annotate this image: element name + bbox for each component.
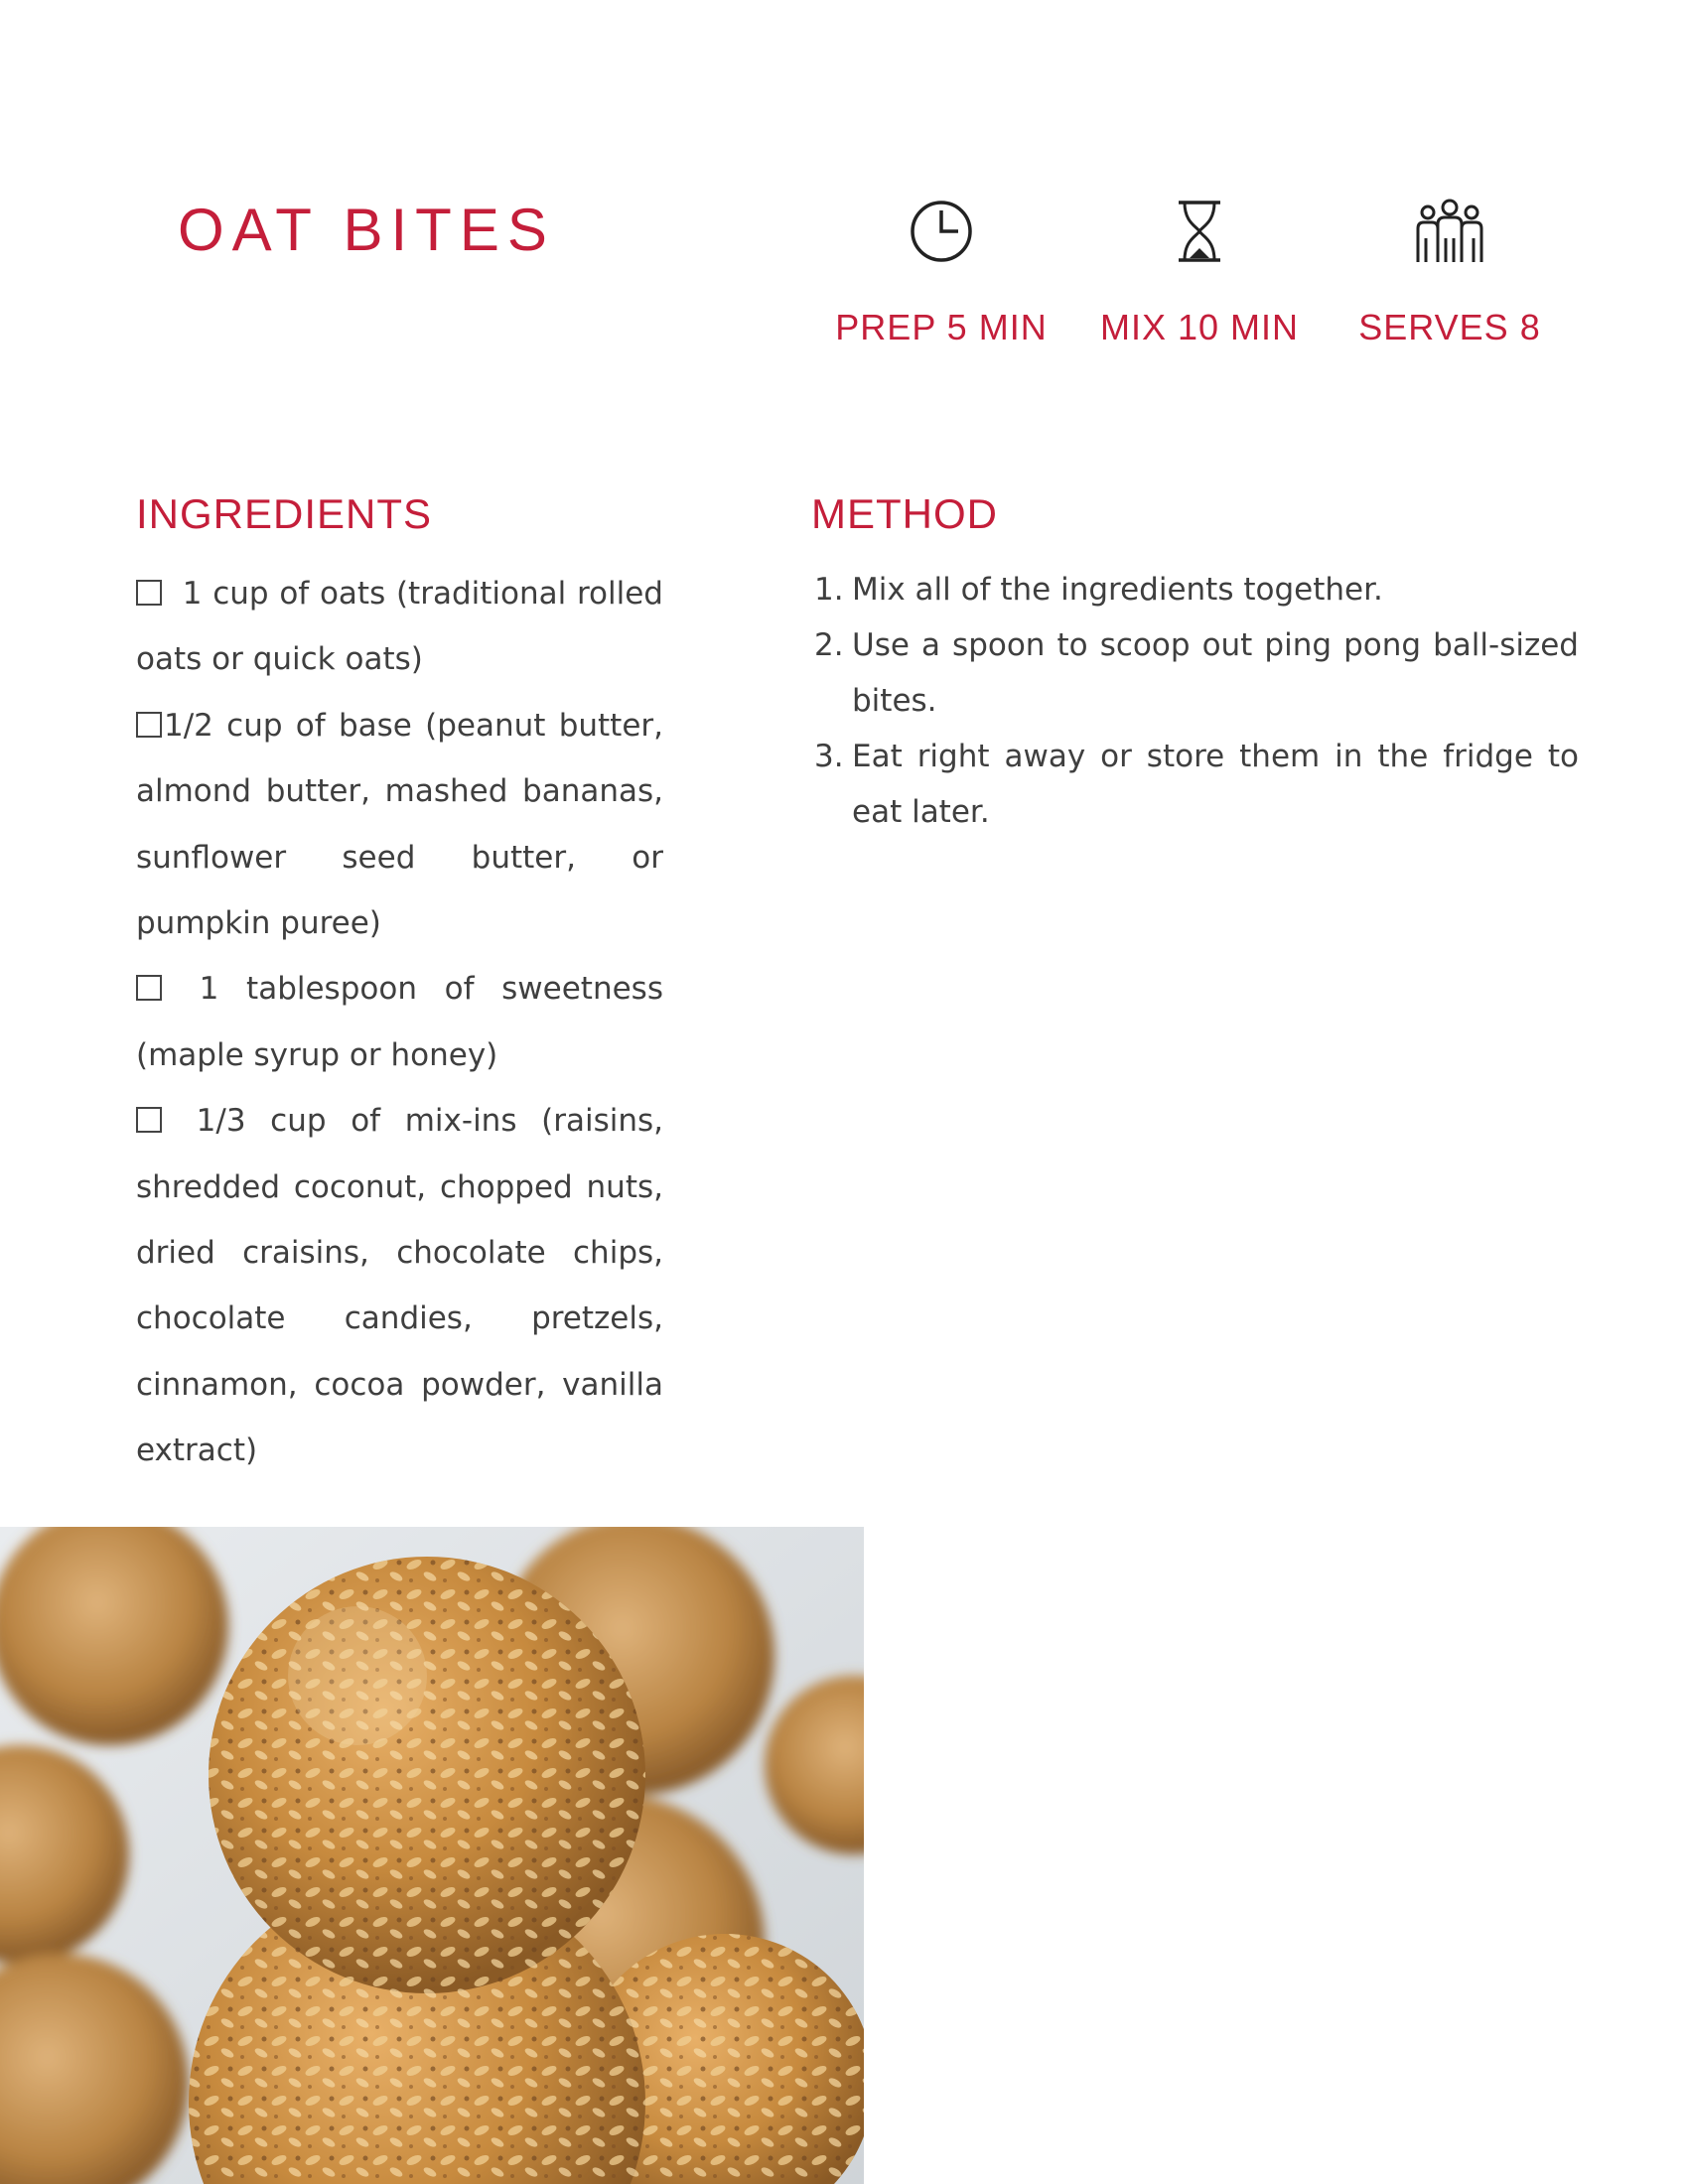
step-number: 1. xyxy=(814,572,844,608)
ingredient-text: 1/3 cup of mix-ins (raisins, shredded coconut, chopped nuts, dried craisins, chocolate chips, chocolate candies, pretzels, cinnamon, cocoa powder, vanilla extract) xyxy=(136,1103,663,1469)
step-number: 2. xyxy=(814,627,844,663)
step-text: Eat right away or store them in the fridge to eat later. xyxy=(852,739,1579,830)
mix-time-label: MIX 10 MIN xyxy=(1099,307,1300,347)
step-text: Mix all of the ingredients together. xyxy=(852,572,1383,608)
hourglass-icon xyxy=(1175,199,1224,264)
checkbox[interactable] xyxy=(136,712,162,738)
prep-time-label: PREP 5 MIN xyxy=(835,307,1048,347)
oat-bites-photo xyxy=(0,1527,864,2184)
checkbox[interactable] xyxy=(136,975,162,1001)
method-step xyxy=(814,729,1579,840)
mix-time xyxy=(1070,199,1329,345)
method-step xyxy=(814,617,1579,729)
recipe-title: OAT BITES xyxy=(178,197,555,263)
checkbox[interactable] xyxy=(136,1107,162,1133)
prep-time xyxy=(812,199,1070,345)
ingredient-item xyxy=(136,956,663,1088)
ingredient-item xyxy=(136,1088,663,1483)
ingredient-text: 1/2 cup of base (peanut butter, almond butter, mashed bananas, sunflower seed butter, or pumpkin puree) xyxy=(136,707,663,942)
step-number: 3. xyxy=(814,739,844,774)
ingredients-list xyxy=(136,561,663,1484)
method-step xyxy=(814,562,1579,617)
servings-label: SERVES 8 xyxy=(1358,307,1541,347)
method-heading: METHOD xyxy=(811,490,998,537)
servings xyxy=(1321,199,1579,345)
method-list xyxy=(814,562,1579,840)
ingredients-heading: INGREDIENTS xyxy=(136,490,433,537)
clock-icon xyxy=(909,199,974,264)
ingredient-text: 1 tablespoon of sweetness (maple syrup or honey) xyxy=(136,971,663,1073)
step-text: Use a spoon to scoop out ping pong ball-sized bites. xyxy=(852,627,1579,719)
ingredient-item xyxy=(136,561,663,693)
ingredient-text: 1 cup of oats (traditional rolled oats or quick oats) xyxy=(136,576,663,678)
checkbox[interactable] xyxy=(136,580,162,606)
ingredient-item xyxy=(136,693,663,957)
people-icon xyxy=(1414,199,1485,264)
